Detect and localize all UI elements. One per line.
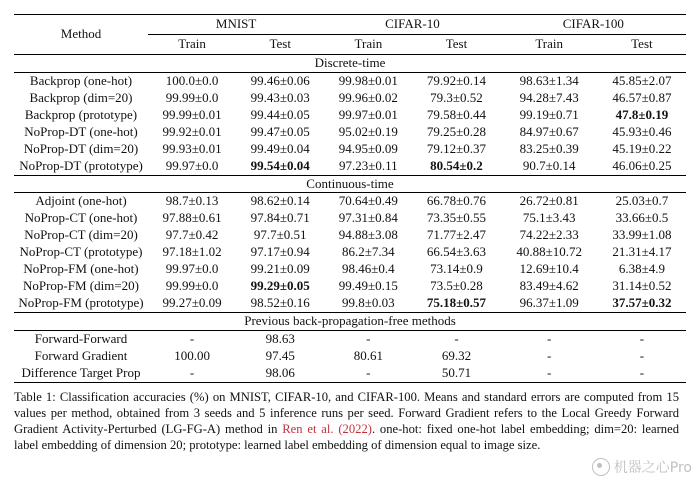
value-cell: 97.17±0.94 [250,244,310,260]
value-cell: 79.58±0.44 [426,106,487,122]
value-cell: 99.99±0.01 [162,106,222,122]
method-name: NoProp-FM (prototype) [18,295,144,311]
method-name: Backprop (dim=20) [29,89,133,105]
value-cell: 79.12±0.37 [426,140,487,156]
value-cell: 99.47±0.05 [250,123,310,139]
table-row [14,278,686,295]
value-cell: - [324,330,412,348]
value-cell: 98.63 [236,330,324,348]
value-cell: 97.7±0.51 [253,227,307,243]
value-cell: 99.96±0.02 [338,89,398,105]
header-cifar100: CIFAR-100 [501,15,686,35]
method-name: NoProp-CT (one-hot) [24,210,138,226]
value-cell: - [412,330,500,348]
value-cell: 99.49±0.04 [250,140,310,156]
value-cell: 97.84±0.71 [250,210,310,226]
value-cell: 21.31±4.17 [612,244,672,260]
subhead-mnist-train: Train [178,36,206,52]
value-cell: 99.97±0.0 [165,157,219,173]
value-cell [412,158,500,176]
value-cell: 95.02±0.19 [338,123,398,139]
value-cell: 25.03±0.7 [598,193,686,211]
value-cell: 73.35±0.55 [426,210,487,226]
value-cell [236,158,324,176]
table-row [14,227,686,244]
value-cell: 79.92±0.14 [412,72,500,90]
table-caption [14,389,679,454]
method-name: NoProp-DT (one-hot) [24,123,138,139]
value-cell: 75.1±3.43 [522,210,576,226]
method-name: Backprop (prototype) [24,106,138,122]
value-cell: - [598,330,686,348]
watermark [592,457,692,477]
value-cell: 45.93±0.46 [612,123,672,139]
value-cell: 79.3±0.52 [430,89,483,105]
value-cell: 99.97±0.01 [338,106,398,122]
value-cell: 100.00 [174,347,210,363]
value-cell: 90.7±0.14 [522,157,576,173]
value-cell: - [598,365,686,383]
value-cell: - [501,365,598,383]
method-name: NoProp-CT (dim=20) [24,227,138,243]
table-row [14,193,686,211]
method-name: Forward Gradient [34,347,128,363]
value-cell: 96.37±1.09 [519,295,579,311]
value-cell: 94.88±3.08 [338,227,398,243]
value-cell: 83.25±0.39 [519,140,579,156]
table-row [14,72,686,90]
value-cell: 99.49±0.15 [338,278,398,294]
value-cell: 98.63±1.34 [501,72,598,90]
section-title: Previous back-propagation-free methods [14,313,686,331]
method-name: NoProp-FM (dim=20) [22,278,140,294]
value-cell: 98.46±0.4 [342,261,395,277]
value-cell: 73.5±0.28 [430,278,483,294]
method-name: NoProp-CT (prototype) [19,244,143,260]
value-cell: 99.43±0.03 [250,89,310,105]
value-cell: 98.62±0.14 [236,193,324,211]
value-cell: 99.27±0.09 [162,295,222,311]
table-row [14,244,686,261]
value-cell: 99.21±0.09 [250,261,310,277]
value-cell: 26.72±0.81 [501,193,598,211]
table-row [14,261,686,278]
table-row [14,158,686,176]
header-cifar10: CIFAR-10 [324,15,500,35]
value-cell: 99.8±0.03 [342,295,395,311]
table-header-groups [14,15,686,35]
value-cell: 80.61 [353,347,383,363]
citation-link[interactable]: Ren et al. (2022) [282,422,372,437]
value-cell: 12.69±10.4 [519,261,579,277]
value-cell: 6.38±4.9 [618,261,665,277]
subhead-cifar10-train: Train [354,36,383,52]
table-row [14,295,686,313]
method-name: Backprop (one-hot) [14,72,148,90]
subhead-cifar100-test: Test [631,36,653,52]
best-value: 37.57±0.32 [612,295,672,311]
value-cell: 66.54±3.63 [426,244,487,260]
value-cell: 98.06 [236,365,324,383]
results-table [14,14,686,383]
value-cell: 97.45 [265,347,295,363]
header-method: Method [14,15,148,55]
value-cell: - [547,347,552,363]
table-row [14,90,686,107]
table-row [14,348,686,365]
value-cell: 73.14±0.9 [430,261,483,277]
value-cell: 79.25±0.28 [426,123,487,139]
table-row [14,210,686,227]
value-cell: 97.18±1.02 [162,244,222,260]
section-title: Discrete-time [14,55,686,73]
table-row [14,124,686,141]
value-cell: 98.7±0.13 [148,193,236,211]
method-name: Forward-Forward [14,330,148,348]
value-cell: 84.97±0.67 [519,123,579,139]
table-row [14,141,686,158]
value-cell: - [639,347,645,363]
method-name: Difference Target Prop [14,365,148,383]
method-name: NoProp-DT (prototype) [19,157,143,173]
value-cell: 98.52±0.16 [250,295,310,311]
best-value: 99.29±0.05 [250,278,310,294]
value-cell: 99.99±0.0 [165,278,219,294]
value-cell: 66.78±0.76 [412,193,500,211]
value-cell: 99.19±0.71 [519,106,579,122]
value-cell: 97.31±0.84 [338,210,398,226]
best-value: 99.54±0.04 [250,157,310,173]
value-cell: 99.99±0.0 [165,89,219,105]
watermark-text: 机器之心Pro [613,460,692,476]
section-header [14,175,686,193]
value-cell: 45.85±2.07 [598,72,686,90]
section-header [14,55,686,73]
method-name: Adjoint (one-hot) [14,193,148,211]
value-cell: 74.22±2.33 [519,227,579,243]
value-cell: 97.88±0.61 [162,210,222,226]
value-cell: 83.49±4.62 [519,278,579,294]
table-row [14,330,686,348]
value-cell: 50.71 [412,365,500,383]
value-cell: 40.88±10.72 [516,244,582,260]
value-cell: 46.57±0.87 [612,89,672,105]
header-mnist: MNIST [148,15,324,35]
value-cell [412,295,500,313]
value-cell: 99.97±0.0 [165,261,219,277]
section-header [14,313,686,331]
value-cell: 45.19±0.22 [612,140,672,156]
value-cell: 71.77±2.47 [426,227,487,243]
value-cell: 69.32 [441,347,472,363]
best-value: 80.54±0.2 [430,157,483,173]
value-cell: 70.64±0.49 [324,193,412,211]
value-cell: 97.7±0.42 [165,227,219,243]
value-cell: 94.95±0.09 [338,140,398,156]
table-row [14,107,686,124]
value-cell: 31.14±0.52 [612,278,672,294]
value-cell: 100.0±0.0 [148,72,236,90]
value-cell: 99.93±0.01 [162,140,222,156]
table-row [14,365,686,383]
method-name: NoProp-FM (one-hot) [23,261,139,277]
value-cell: - [148,330,236,348]
value-cell: 99.98±0.01 [324,72,412,90]
value-cell: - [324,365,412,383]
caption-text-2: . one-hot: fixed one-hot label embedding; dim=20: learned label embedding of dimension 20; prototype: learned label embedding of dimension equal to image size. [14,422,679,453]
value-cell: 33.66±0.5 [615,210,669,226]
value-cell: 99.92±0.01 [162,123,222,139]
value-cell: 99.44±0.05 [250,106,310,122]
paper-content [14,14,686,454]
value-cell: - [148,365,236,383]
caption-text-1: Table 1: Classification accuracies (%) on MNIST, CIFAR-10, and CIFAR-100. Means and standard errors are computed from 15 values per method, obtained from 3 seeds and 5 inference runs per seed. Forward Gradient refers to the Local Greedy Forward Gradient Activity-Perturbed (LG-FG-A) method in [14,389,679,437]
value-cell [598,295,686,313]
subhead-mnist-test: Test [269,36,291,52]
method-name: NoProp-DT (dim=20) [23,140,139,156]
value-cell [598,107,686,124]
value-cell: - [501,330,598,348]
best-value: 75.18±0.57 [426,295,487,311]
value-cell: 94.28±7.43 [519,89,579,105]
subhead-cifar100-train: Train [535,36,564,52]
best-value: 47.8±0.19 [615,106,669,122]
value-cell: 86.2±7.34 [342,244,395,260]
value-cell: 97.23±0.11 [339,157,398,173]
watermark-logo-icon [592,458,610,476]
section-title: Continuous-time [14,175,686,193]
value-cell: 33.99±1.08 [612,227,672,243]
subhead-cifar10-test: Test [445,36,468,52]
value-cell: 99.46±0.06 [236,72,324,90]
value-cell [236,278,324,295]
value-cell: 46.06±0.25 [612,157,672,173]
